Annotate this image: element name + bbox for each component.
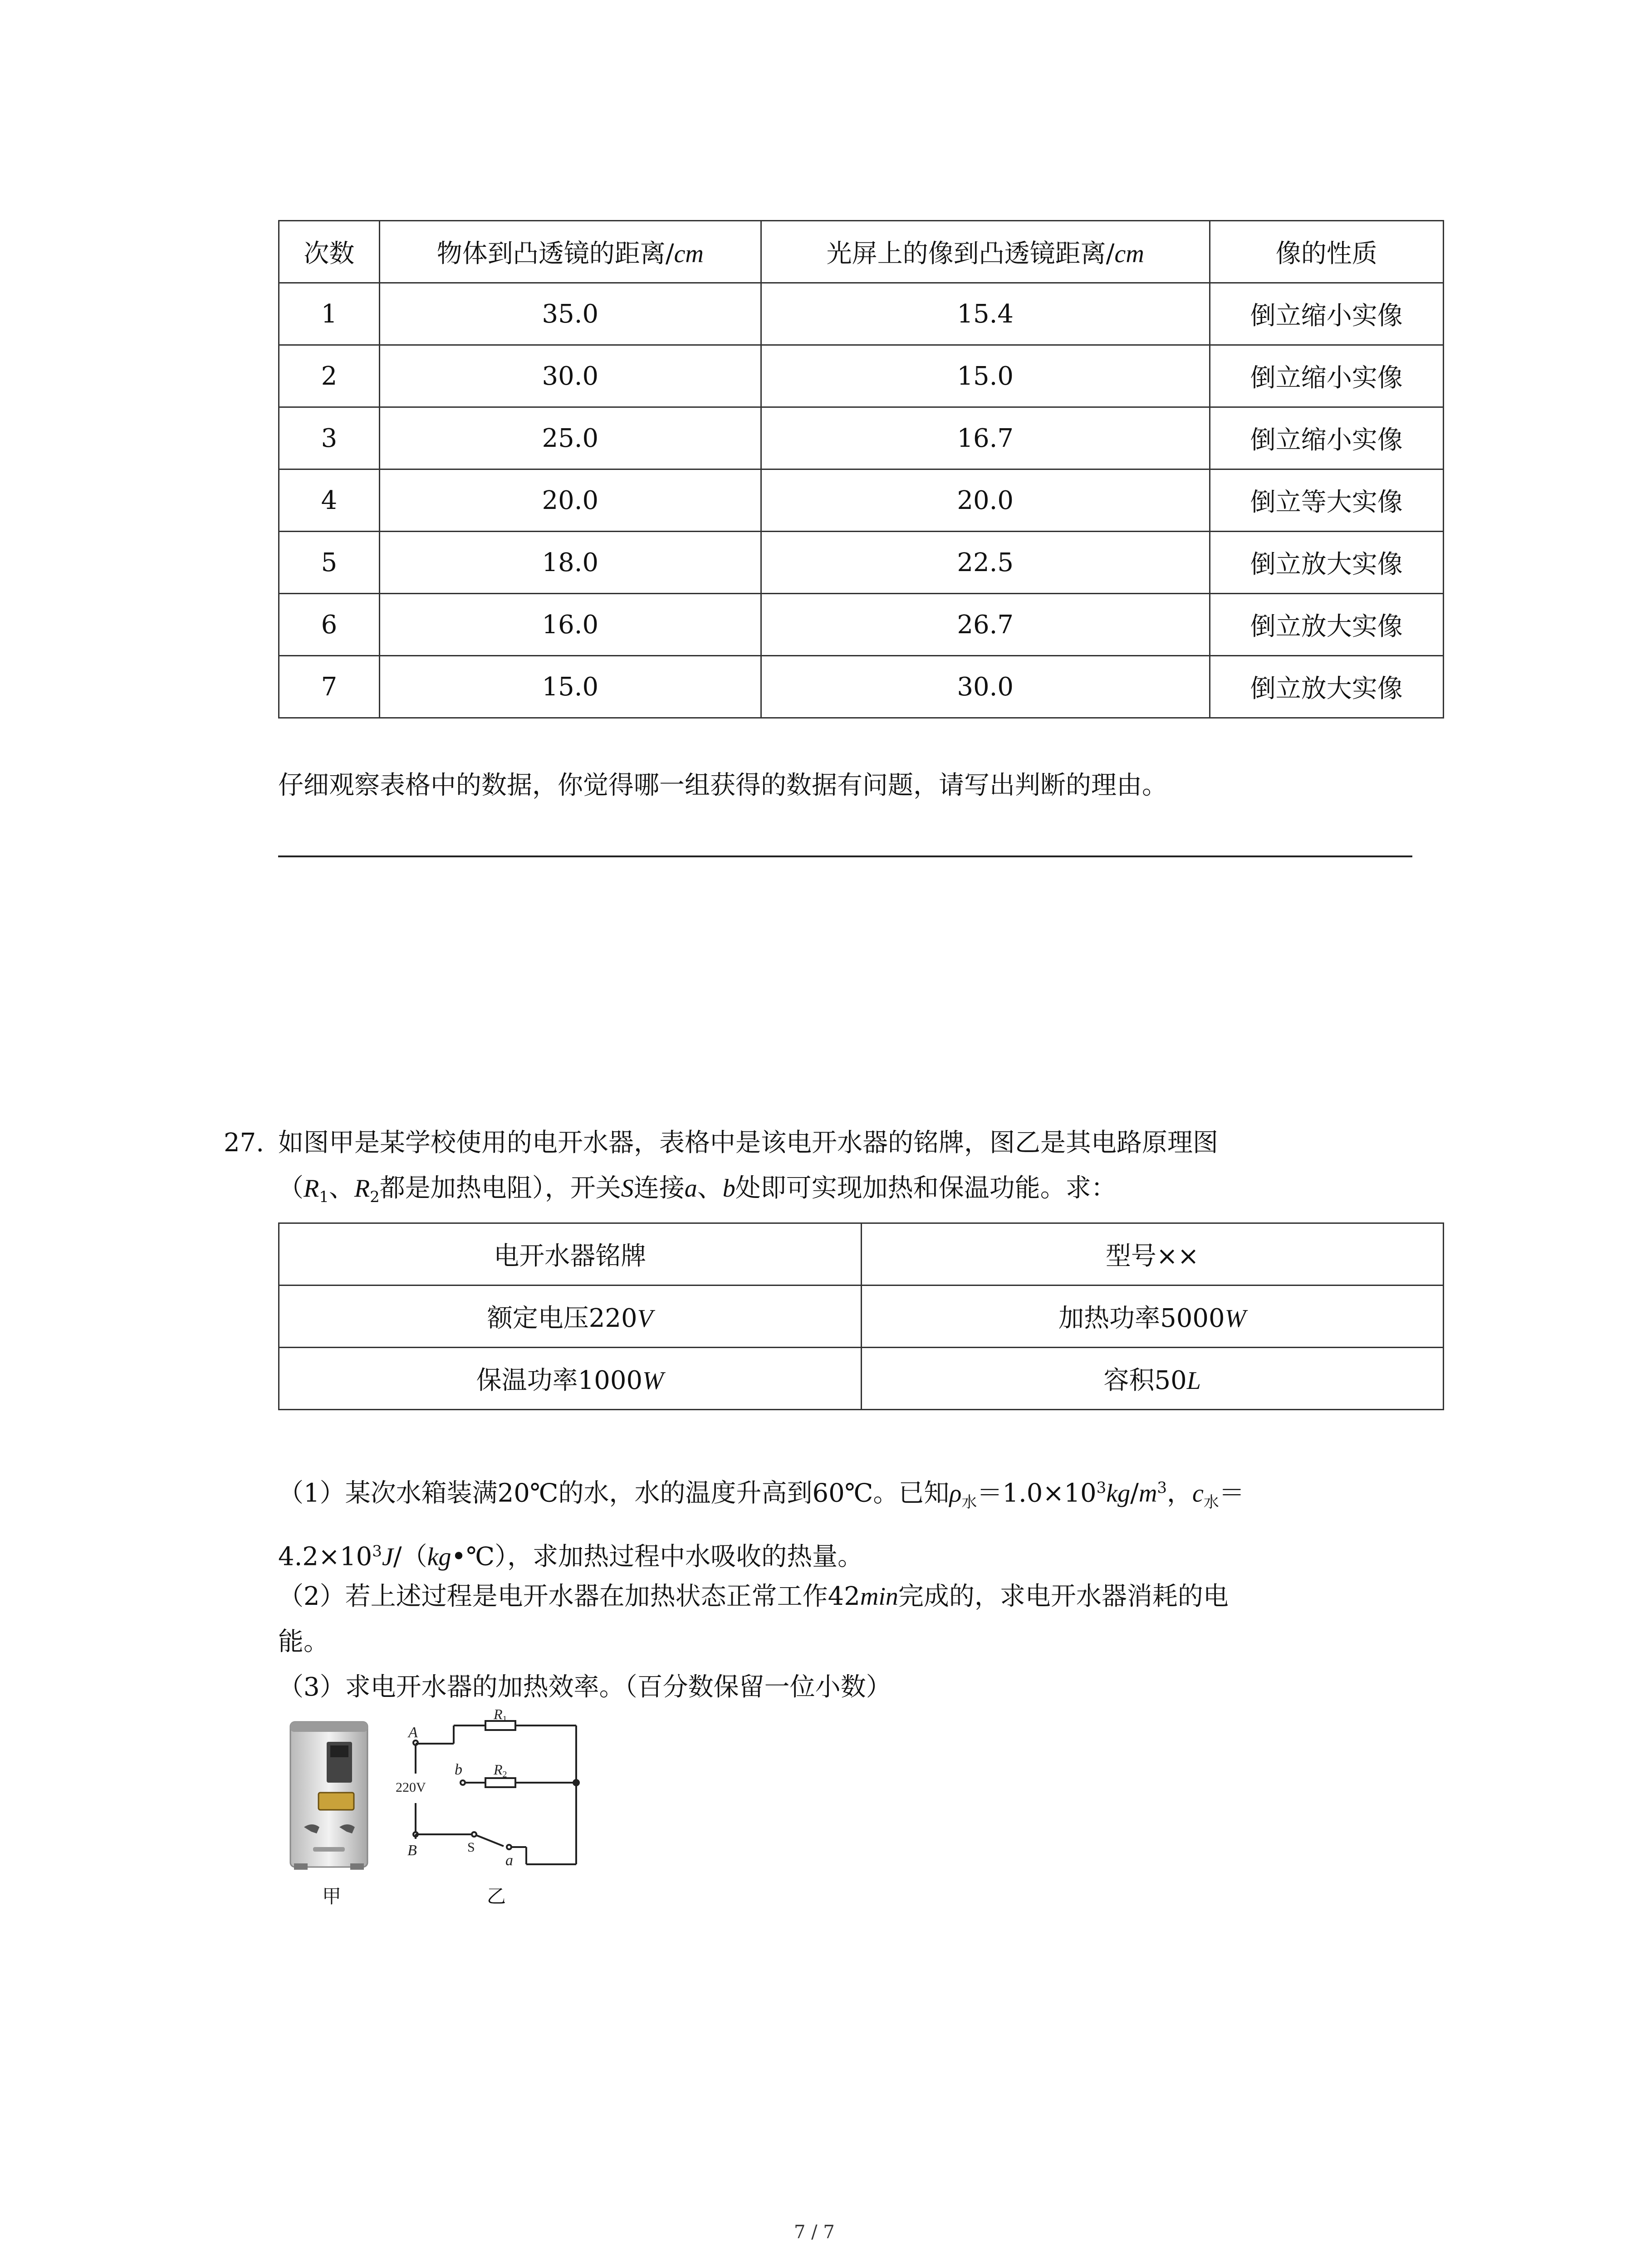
table-cell: 35.0: [379, 283, 761, 345]
header-image-nature: 像的性质: [1210, 221, 1443, 283]
header-object-distance: 物体到凸透镜的距离/cm: [379, 221, 761, 283]
table-cell: 15.0: [761, 345, 1210, 407]
water-heater-image: [286, 1719, 377, 1873]
table-cell: 7: [279, 656, 380, 718]
sub3: （3）求电开水器的加热效率。（百分数保留一位小数）: [278, 1672, 892, 1702]
table-row: [279, 469, 1444, 532]
table-cell: 16.0: [379, 594, 761, 656]
lens-experiment-table: [278, 220, 1444, 719]
table-row: [279, 532, 1444, 594]
circuit-label-A: A: [408, 1724, 418, 1741]
circuit-label-S: S: [467, 1840, 475, 1855]
table-cell: 6: [279, 594, 380, 656]
table-cell: 倒立等大实像: [1210, 469, 1443, 532]
q27-number: 27.: [224, 1128, 265, 1158]
table-cell: 20.0: [379, 469, 761, 532]
capacity: 容积50L: [861, 1348, 1444, 1410]
circuit-label-B: B: [407, 1842, 417, 1859]
sub2-line2: 能。: [278, 1627, 329, 1657]
table-cell: 2: [279, 345, 380, 407]
nameplate-title: 电开水器铭牌: [279, 1223, 862, 1286]
table-cell: 倒立放大实像: [1210, 594, 1443, 656]
table-cell: 倒立放大实像: [1210, 532, 1443, 594]
fig-label-yi: 乙: [487, 1885, 506, 1907]
table-cell: 26.7: [761, 594, 1210, 656]
table-row: [279, 1223, 1444, 1286]
page-number: 7 / 7: [794, 2222, 835, 2243]
table-cell: 25.0: [379, 407, 761, 469]
table-row: [279, 1348, 1444, 1410]
table-row: [279, 594, 1444, 656]
sub1-line2: $4.2\times 10^3J/(kg•℃)$，求加热过程中水吸收的热量。: [278, 1542, 863, 1572]
table-row: [279, 1286, 1444, 1348]
table-cell: 倒立缩小实像: [1210, 283, 1443, 345]
table-cell: 15.0: [379, 656, 761, 718]
table-cell: 3: [279, 407, 380, 469]
table-cell: 4: [279, 469, 380, 532]
keep-warm-power: 保温功率1000W: [279, 1348, 862, 1410]
table-cell: 15.4: [761, 283, 1210, 345]
rated-voltage: 额定电压220V: [279, 1286, 862, 1348]
nameplate-model: 型号××: [861, 1223, 1444, 1286]
table-row: [279, 407, 1444, 469]
nameplate-table: [278, 1222, 1444, 1410]
heating-power: 加热功率5000W: [861, 1286, 1444, 1348]
circuit-label-a: a: [505, 1852, 513, 1869]
table-row: [279, 283, 1444, 345]
table-cell: 16.7: [761, 407, 1210, 469]
table-row: [279, 345, 1444, 407]
table-cell: 30.0: [761, 656, 1210, 718]
circuit-label-R1: R1: [494, 1706, 507, 1724]
header-count: 次数: [279, 221, 380, 283]
table-row: [279, 656, 1444, 718]
circuit-label-R2: R2: [494, 1761, 507, 1779]
q26-prompt: 仔细观察表格中的数据，你觉得哪一组获得的数据有问题，请写出判断的理由。: [278, 771, 1167, 800]
table-cell: 1: [279, 283, 380, 345]
header-image-distance: 光屏上的像到凸透镜距离/cm: [761, 221, 1210, 283]
table-cell: 30.0: [379, 345, 761, 407]
q27-stem-line2: （$R_1$、$R_2$都是加热电阻），开关S连接a、b处即可实现加热和保温功能。求：: [278, 1173, 1117, 1207]
circuit-label-b: b: [455, 1761, 462, 1778]
circuit-diagram: [395, 1706, 594, 1873]
table-cell: 5: [279, 532, 380, 594]
sub1-line1: （1）某次水箱装满20℃的水，水的温度升高到60℃。已知$\rho_水=1.0\times 10^3kg/m^3$，$c_水=$: [278, 1478, 1244, 1511]
table-cell: 20.0: [761, 469, 1210, 532]
table-cell: 倒立缩小实像: [1210, 407, 1443, 469]
q27-stem-line1: 如图甲是某学校使用的电开水器，表格中是该电开水器的铭牌，图乙是其电路原理图: [278, 1128, 1218, 1158]
sub2-line1: （2）若上述过程是电开水器在加热状态正常工作42min完成的，求电开水器消耗的电: [278, 1582, 1229, 1611]
table-cell: 倒立放大实像: [1210, 656, 1443, 718]
table-cell: 倒立缩小实像: [1210, 345, 1443, 407]
table-cell: 22.5: [761, 532, 1210, 594]
table-header-row: [279, 221, 1444, 283]
circuit-label-voltage: 220V: [396, 1780, 426, 1795]
fig-label-jia: 甲: [322, 1885, 342, 1907]
answer-line[interactable]: [278, 855, 1412, 857]
table-cell: 18.0: [379, 532, 761, 594]
